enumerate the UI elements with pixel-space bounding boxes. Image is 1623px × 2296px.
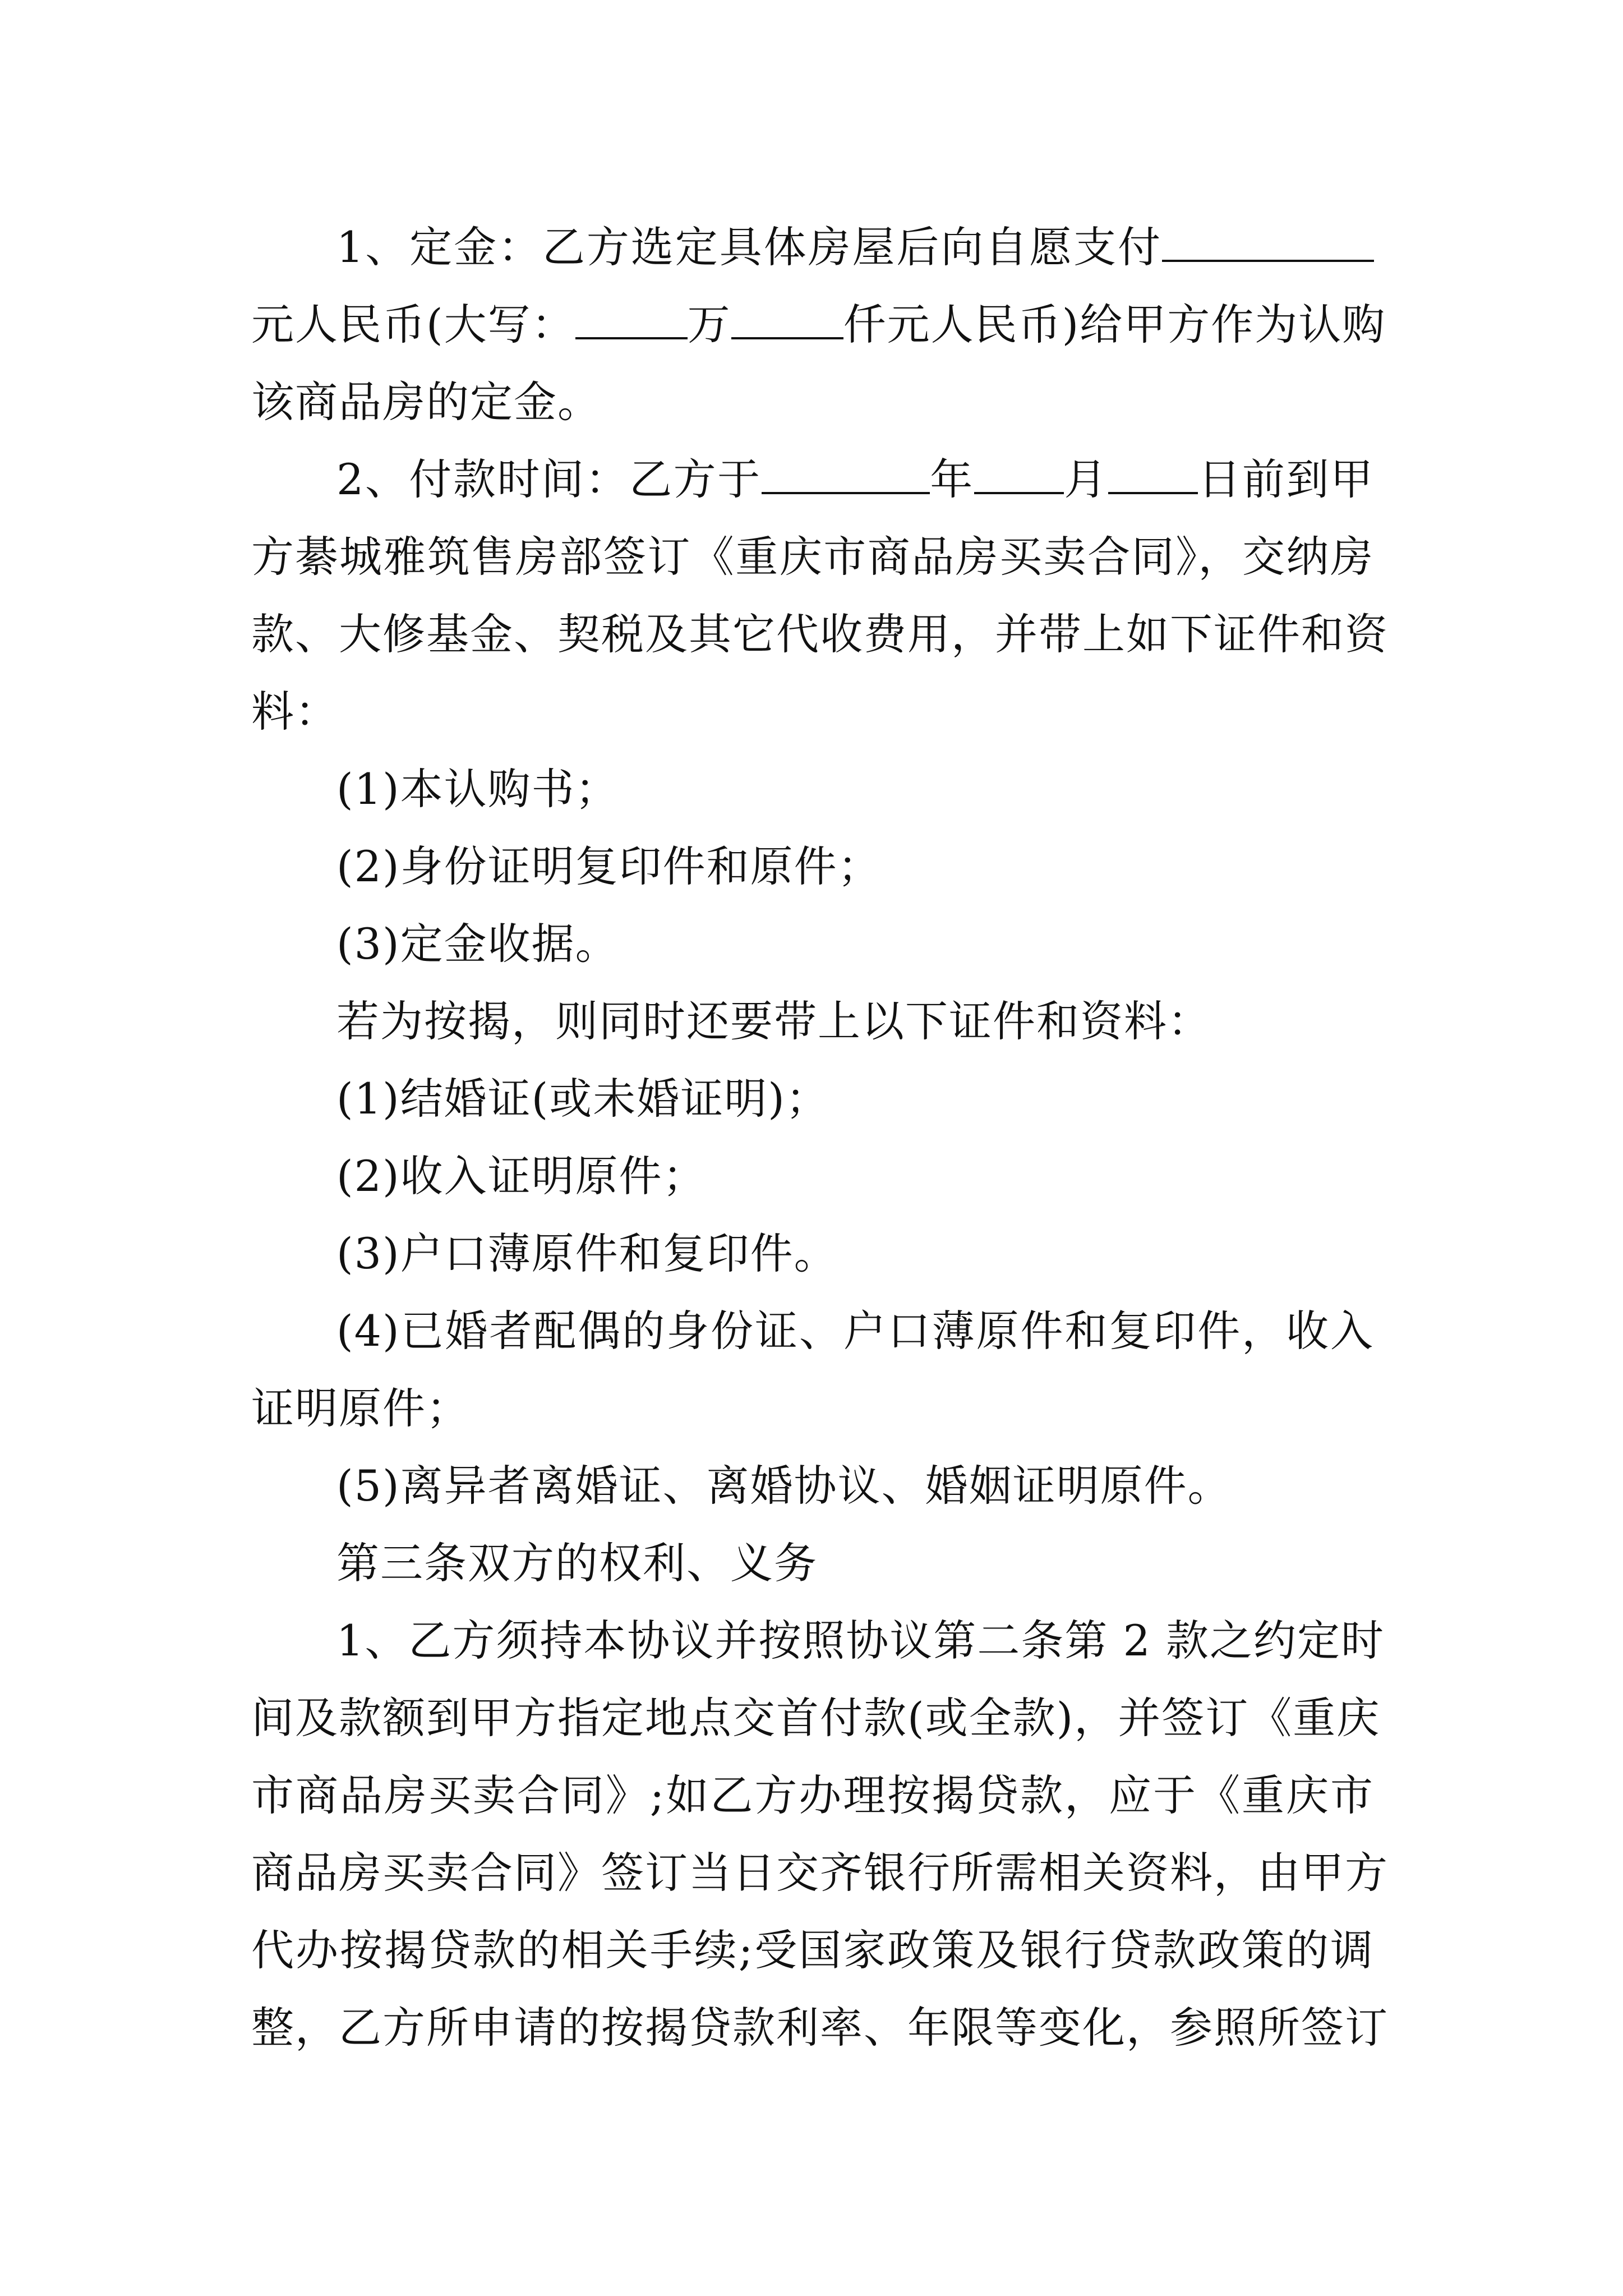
text-run: 万 <box>687 300 731 349</box>
list-item: (5)离异者离婚证、离婚协议、婚姻证明原件。 <box>336 1461 1232 1511</box>
document-body <box>251 209 1389 2067</box>
blank-qian <box>731 302 843 339</box>
text-run: 仟元人民币)给甲方作为认购 <box>843 300 1386 349</box>
clause-rights-line-2: 间及款额到甲方指定地点交首付款(或全款)，并签订《重庆 <box>251 1693 1381 1743</box>
text-run: 日前到甲 <box>1197 454 1375 504</box>
clause-rights-line-1: 1、乙方须持本协议并按照协议第二条第 2 款之约定时 <box>336 1616 1385 1665</box>
clause-deposit-line-1 <box>251 209 1374 286</box>
text-run: 2、付款时间：乙方于 <box>336 454 762 504</box>
text-run: 年 <box>929 454 974 504</box>
clause-rights-line-4: 商品房买卖合同》签订当日交齐银行所需相关资料，由甲方 <box>251 1848 1389 1898</box>
clause-deposit-line-3: 该商品房的定金。 <box>251 377 601 427</box>
clause-rights-line-6: 整，乙方所申请的按揭贷款利率、年限等变化，参照所签订 <box>251 2003 1389 2053</box>
list-item: (3)户口薄原件和复印件。 <box>336 1228 838 1278</box>
clause-rights-line-3: 市商品房买卖合同》;如乙方办理按揭贷款，应于《重庆市 <box>251 1770 1374 1820</box>
blank-month <box>974 457 1064 494</box>
text-run: 月 <box>1063 454 1108 504</box>
list-item: (4)已婚者配偶的身份证、户口薄原件和复印件，收入 <box>336 1306 1374 1356</box>
clause-payment-line-2: 方綦城雅筑售房部签订《重庆市商品房买卖合同》，交纳房 <box>251 532 1374 582</box>
blank-wan <box>575 302 688 339</box>
list-item: (3)定金收据。 <box>336 919 619 969</box>
blank-year <box>762 457 930 494</box>
list-item: (2)收入证明原件； <box>336 1151 707 1201</box>
section-heading: 第三条双方的权利、义务 <box>336 1538 818 1588</box>
text-run: 元人民币(大写： <box>251 300 575 349</box>
list-item-continuation: 证明原件； <box>251 1383 470 1433</box>
clause-payment-line-3: 款、大修基金、契税及其它代收费用，并带上如下证件和资 <box>251 609 1389 659</box>
list-item: (1)结婚证(或未婚证明)； <box>336 1074 829 1124</box>
paragraph-mortgage-intro: 若为按揭，则同时还要带上以下证件和资料： <box>336 996 1211 1046</box>
list-item: (1)本认购书； <box>336 764 619 814</box>
list-item: (2)身份证明复印件和原件； <box>336 841 882 891</box>
clause-payment-line-4: 料： <box>251 687 339 737</box>
blank-day <box>1108 457 1198 494</box>
clause-payment-line-1 <box>251 441 1374 518</box>
clause-rights-line-5: 代办按揭贷款的相关手续;受国家政策及银行贷款政策的调 <box>251 1925 1374 1975</box>
text-run: 1、定金：乙方选定具体房屋后向自愿支付 <box>336 222 1162 272</box>
clause-deposit-line-2 <box>251 286 1386 364</box>
blank-amount <box>1162 225 1374 262</box>
